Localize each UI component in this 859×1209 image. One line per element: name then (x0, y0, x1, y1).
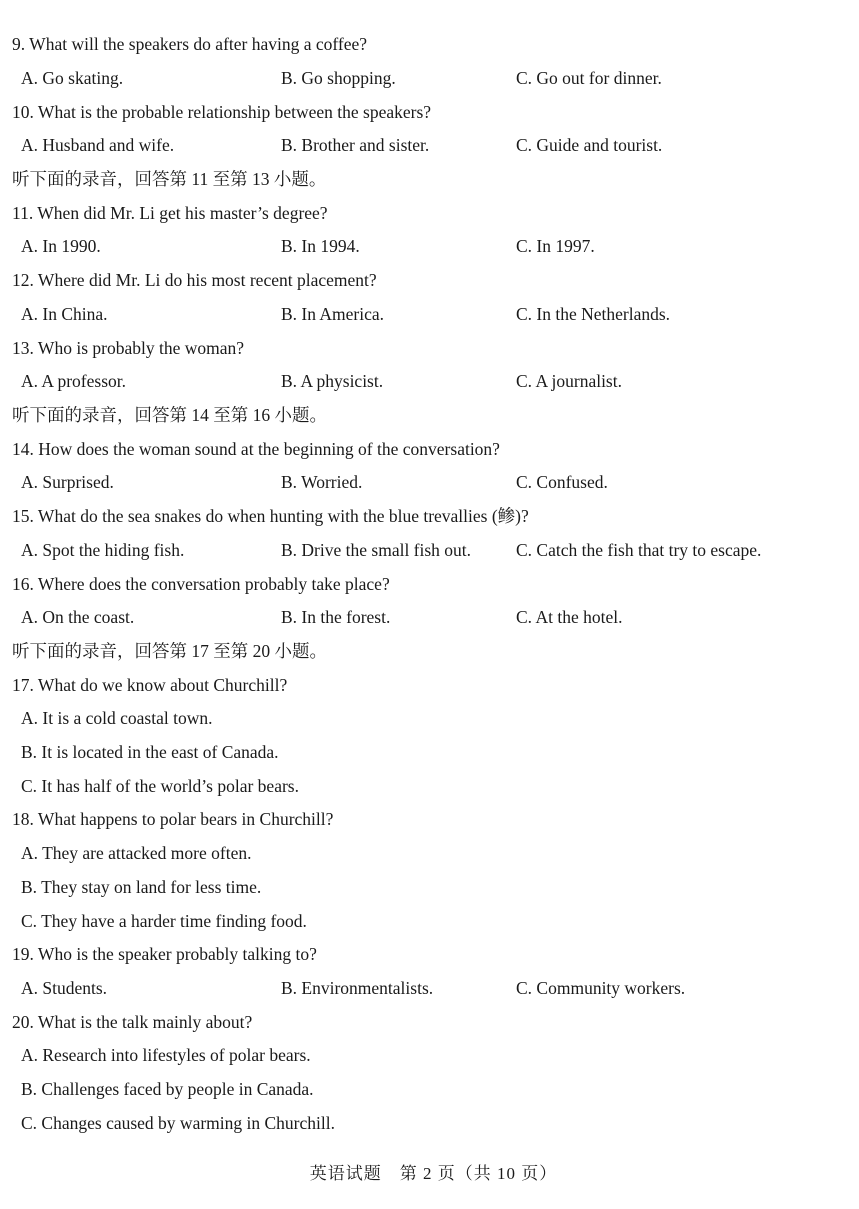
option-20-b: B. Challenges faced by people in Canada. (21, 1079, 314, 1099)
question-11: 11. When did Mr. Li get his master’s degree? (12, 203, 328, 223)
option-19-a: A. Students. (21, 978, 108, 998)
options-row-12 (0, 302, 859, 326)
option-9-a: A. Go skating. (21, 68, 124, 88)
options-row-19 (0, 976, 859, 1000)
option-17-c-line (0, 774, 859, 798)
options-row-16 (0, 605, 859, 629)
option-14-b: B. Worried. (281, 472, 363, 492)
question-12: 12. Where did Mr. Li do his most recent placement? (12, 270, 377, 290)
page-footer: 英语试题 第 2 页（共 10 页） (309, 1164, 558, 1183)
option-16-c: C. At the hotel. (516, 607, 623, 627)
option-9-c: C. Go out for dinner. (516, 68, 662, 88)
option-15-a: A. Spot the hiding fish. (21, 540, 185, 560)
options-row-11 (0, 234, 859, 258)
question-13: 13. Who is probably the woman? (12, 338, 244, 358)
option-17-a: A. It is a cold coastal town. (21, 708, 213, 728)
option-13-c: C. A journalist. (516, 371, 622, 391)
instruction-14-16: 听下面的录音，回答第 14 至第 16 小题。 (12, 405, 327, 425)
question-10: 10. What is the probable relationship between the speakers? (12, 102, 432, 122)
question-15: 15. What do the sea snakes do when hunting with the blue trevallies (鲹)? (12, 506, 529, 526)
options-row-15 (0, 538, 859, 562)
options-row-14 (0, 470, 859, 494)
question-18: 18. What happens to polar bears in Churchill? (12, 809, 334, 829)
option-10-c: C. Guide and tourist. (516, 135, 663, 155)
option-12-a: A. In China. (21, 304, 108, 324)
option-14-c: C. Confused. (516, 472, 608, 492)
option-16-b: B. In the forest. (281, 607, 391, 627)
option-18-a-line (0, 841, 859, 865)
option-18-c: C. They have a harder time finding food. (21, 911, 307, 931)
option-14-a: A. Surprised. (21, 472, 114, 492)
option-20-a-line (0, 1043, 859, 1067)
question-17: 17. What do we know about Churchill? (12, 675, 288, 695)
option-13-b: B. A physicist. (281, 371, 384, 391)
option-18-a: A. They are attacked more often. (21, 843, 252, 863)
option-11-b: B. In 1994. (281, 236, 360, 256)
option-13-a: A. A professor. (21, 371, 126, 391)
option-20-c: C. Changes caused by warming in Churchill. (21, 1113, 335, 1133)
option-10-a: A. Husband and wife. (21, 135, 175, 155)
question-14: 14. How does the woman sound at the beginning of the conversation? (12, 439, 500, 459)
options-row-10 (0, 133, 859, 157)
options-row-13 (0, 369, 859, 393)
option-18-b-line (0, 875, 859, 899)
option-20-b-line (0, 1077, 859, 1101)
instruction-11-13: 听下面的录音，回答第 11 至第 13 小题。 (12, 169, 327, 189)
question-20: 20. What is the talk mainly about? (12, 1012, 253, 1032)
option-20-c-line (0, 1111, 859, 1135)
option-15-c: C. Catch the fish that try to escape. (516, 540, 762, 560)
option-15-b: B. Drive the small fish out. (281, 540, 472, 560)
option-19-c: C. Community workers. (516, 978, 686, 998)
instruction-17-20: 听下面的录音，回答第 17 至第 20 小题。 (12, 641, 327, 661)
option-19-b: B. Environmentalists. (281, 978, 434, 998)
option-12-b: B. In America. (281, 304, 385, 324)
options-row-9 (0, 66, 859, 90)
question-16: 16. Where does the conversation probably take place? (12, 574, 390, 594)
option-18-c-line (0, 909, 859, 933)
option-16-a: A. On the coast. (21, 607, 135, 627)
option-11-a: A. In 1990. (21, 236, 101, 256)
option-18-b: B. They stay on land for less time. (21, 877, 262, 897)
option-11-c: C. In 1997. (516, 236, 595, 256)
option-17-b: B. It is located in the east of Canada. (21, 742, 279, 762)
option-9-b: B. Go shopping. (281, 68, 396, 88)
option-12-c: C. In the Netherlands. (516, 304, 671, 324)
option-10-b: B. Brother and sister. (281, 135, 430, 155)
option-17-c: C. It has half of the world’s polar bears. (21, 776, 299, 796)
option-17-b-line (0, 740, 859, 764)
question-19: 19. Who is the speaker probably talking to? (12, 944, 317, 964)
option-20-a: A. Research into lifestyles of polar bears. (21, 1045, 311, 1065)
question-9: 9. What will the speakers do after having a coffee? (12, 34, 368, 54)
option-17-a-line (0, 706, 859, 730)
